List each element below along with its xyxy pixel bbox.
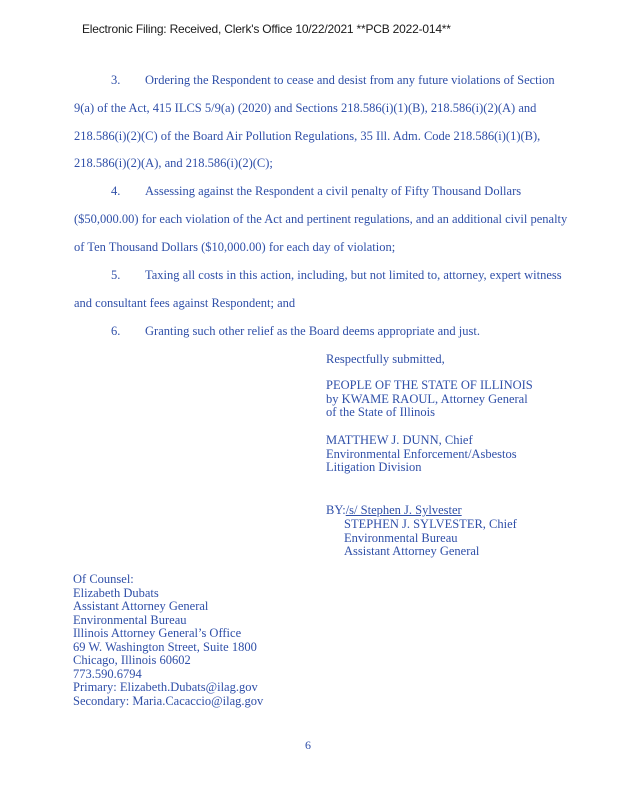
counsel-line: Assistant Attorney General bbox=[73, 599, 209, 613]
paragraph-line: Taxing all costs in this action, including, but not limited to, attorney, expert witness bbox=[145, 268, 562, 282]
of-counsel-block bbox=[73, 573, 263, 708]
division-line: Litigation Division bbox=[326, 460, 422, 474]
electronic-signature: /s/ Stephen J. Sylvester bbox=[345, 503, 462, 517]
paragraph-line: 218.586(i)(2)(A), and 218.586(i)(2)(C); bbox=[74, 156, 273, 170]
division-line: Environmental Enforcement/Asbestos bbox=[326, 446, 517, 461]
counsel-line: Illinois Attorney General’s Office bbox=[73, 626, 242, 640]
counsel-email-secondary[interactable]: Secondary: Maria.Cacaccio@ilag.gov bbox=[73, 693, 264, 708]
paragraph-line: 218.586(i)(2)(C) of the Board Air Pollution Regulations, 35 Ill. Adm. Code 218.586(i)(1)(B), bbox=[74, 129, 541, 143]
signer-line: STEPHEN J. SYLVESTER, Chief bbox=[344, 517, 517, 531]
signer-line: Environmental Bureau bbox=[344, 530, 458, 545]
counsel-heading: Of Counsel: bbox=[73, 572, 134, 586]
people-line: of the State of Illinois bbox=[326, 405, 436, 419]
page-number: 6 bbox=[305, 738, 311, 752]
by-label: BY: bbox=[326, 503, 346, 517]
paragraph-line: ($50,000.00) for each violation of the Act and pertinent regulations, and an additional civil penalty bbox=[74, 212, 568, 226]
division-block bbox=[326, 434, 517, 475]
paragraph-line: and consultant fees against Respondent; and bbox=[74, 296, 296, 310]
counsel-line: Environmental Bureau bbox=[73, 612, 187, 627]
by-line bbox=[326, 504, 462, 518]
counsel-line: 69 W. Washington Street, Suite 1800 bbox=[73, 639, 257, 654]
item-number: 4. bbox=[111, 184, 121, 198]
people-block bbox=[326, 379, 533, 420]
closing: Respectfully submitted, bbox=[326, 352, 445, 366]
item-number: 5. bbox=[111, 268, 121, 282]
counsel-line: 773.590.6794 bbox=[73, 666, 142, 681]
filing-header: Electronic Filing: Received, Clerk's Office 10/22/2021 **PCB 2022-014** bbox=[82, 22, 451, 36]
counsel-email-primary[interactable]: Primary: Elizabeth.Dubats@ilag.gov bbox=[73, 680, 258, 694]
signer-block bbox=[344, 518, 517, 559]
people-line: by KWAME RAOUL, Attorney General bbox=[326, 391, 528, 406]
counsel-line: Chicago, Illinois 60602 bbox=[73, 653, 191, 667]
item-number: 6. bbox=[111, 324, 121, 338]
paragraph-line: Assessing against the Respondent a civil penalty of Fifty Thousand Dollars bbox=[145, 184, 522, 198]
paragraph-line: Granting such other relief as the Board deems appropriate and just. bbox=[145, 324, 480, 338]
paragraph-line: 9(a) of the Act, 415 ILCS 5/9(a) (2020) and Sections 218.586(i)(1)(B), 218.586(i)(2)(A) and bbox=[74, 101, 537, 115]
paragraph-line: Ordering the Respondent to cease and desist from any future violations of Section bbox=[145, 73, 555, 87]
item-number: 3. bbox=[111, 73, 121, 87]
people-line: PEOPLE OF THE STATE OF ILLINOIS bbox=[326, 378, 533, 392]
signer-line: Assistant Attorney General bbox=[344, 544, 480, 558]
counsel-line: Elizabeth Dubats bbox=[73, 585, 159, 600]
division-line: MATTHEW J. DUNN, Chief bbox=[326, 433, 473, 447]
paragraph-line: of Ten Thousand Dollars ($10,000.00) for each day of violation; bbox=[74, 240, 396, 254]
